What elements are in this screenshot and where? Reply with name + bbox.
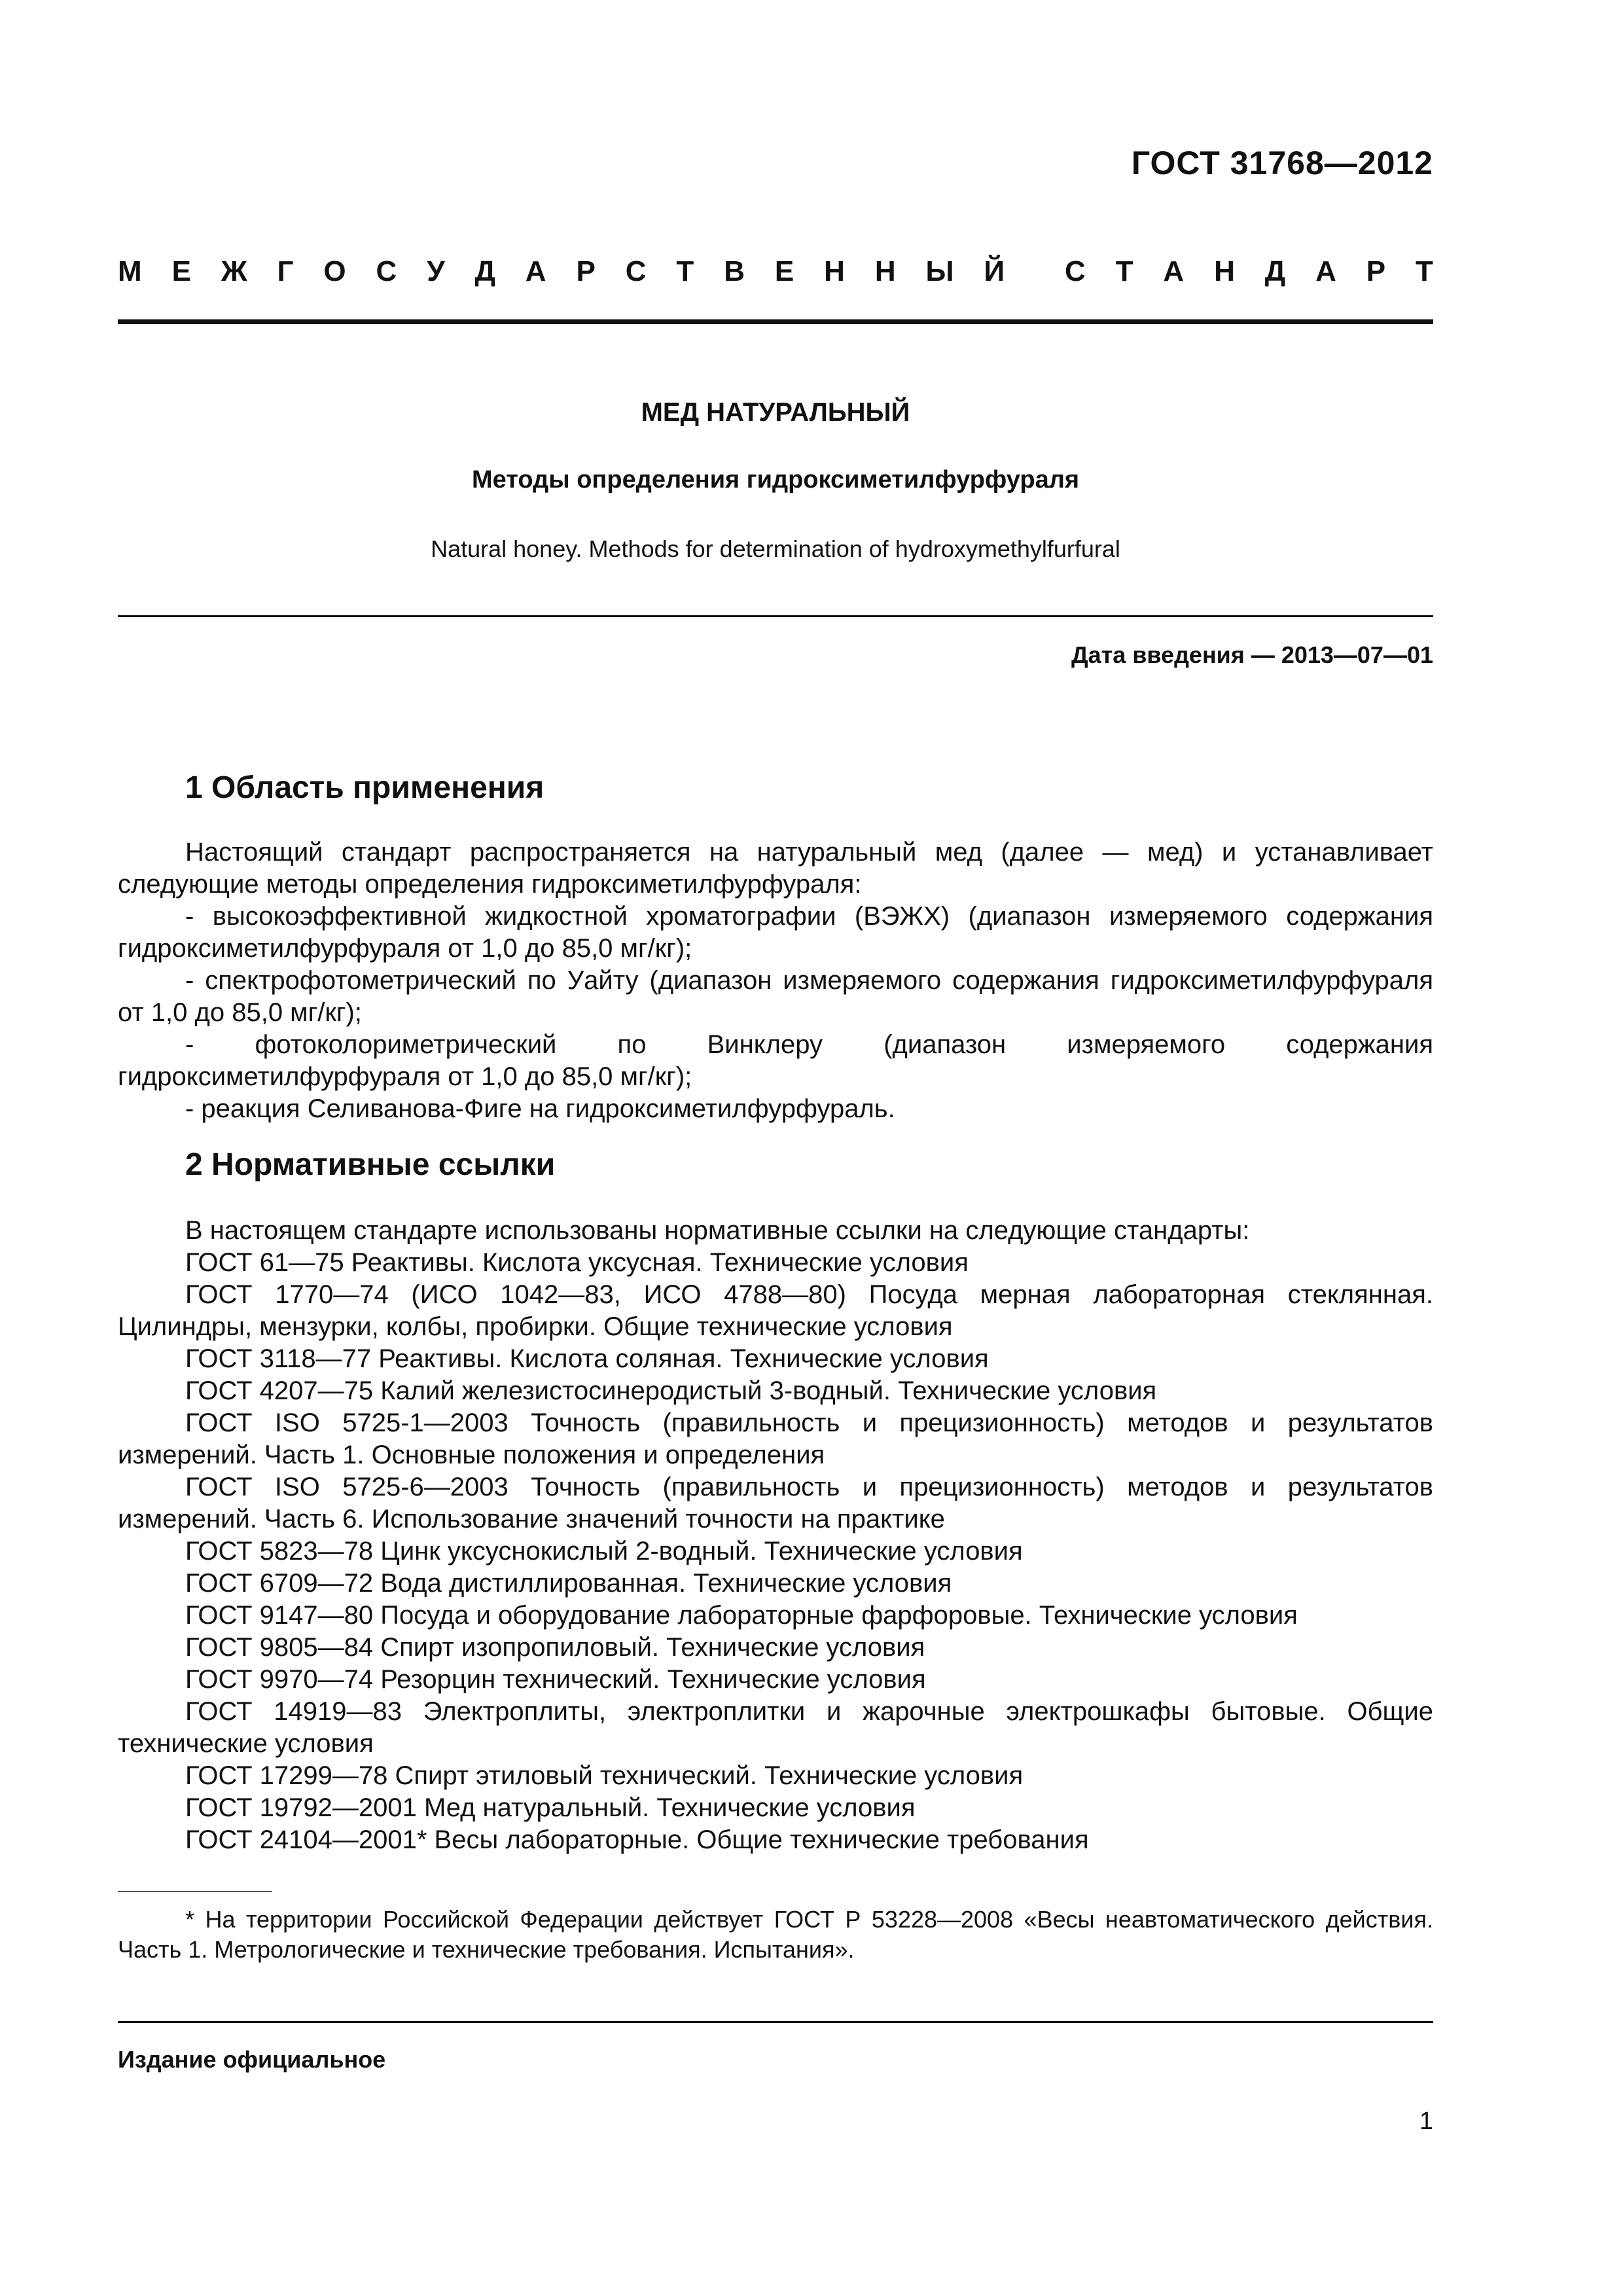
footnote-separator: [118, 1891, 272, 1892]
reference-item: ГОСТ ISO 5725-1—2003 Точность (правильность и прецизионность) методов и результатов измерений. Часть 1. Основные положения и определения: [118, 1408, 1433, 1469]
heading-letter: Д: [1264, 255, 1286, 287]
document-title-english: Natural honey. Methods for determination of hydroxymethylfurfural: [431, 535, 1120, 562]
reference-item: ГОСТ 9970—74 Резорцин технический. Технические условия: [185, 1665, 926, 1694]
bottom-rule: [118, 2021, 1433, 2023]
heading-letter: Й: [984, 255, 1005, 287]
reference-item: ГОСТ 9805—84 Спирт изопропиловый. Технические условия: [185, 1633, 925, 1662]
heading-letter: А: [525, 255, 546, 287]
heading-letter: Е: [171, 255, 191, 287]
heading-letter: Н: [874, 255, 896, 287]
paragraph: В настоящем стандарте использованы нормативные ссылки на следующие стандарты:: [185, 1216, 1250, 1245]
reference-item: ГОСТ 19792—2001 Мед натуральный. Технические условия: [185, 1793, 916, 1822]
header-rule: [118, 319, 1433, 324]
heading-letter: О: [323, 255, 346, 287]
footnote: [118, 1905, 1433, 1965]
heading-letter: Н: [1214, 255, 1235, 287]
list-item: - спектрофотометрический по Уайту (диапазон измеряемого содержания гидроксиметилфурфураля от 1,0 до 85,0 мг/кг);: [118, 966, 1433, 1027]
heading-letter: Р: [1366, 255, 1386, 287]
heading-letter: М: [118, 255, 142, 287]
document-subtitle: Методы определения гидроксиметилфурфураля: [471, 466, 1080, 493]
title-rule: [118, 615, 1433, 617]
reference-item: ГОСТ 6709—72 Вода дистиллированная. Технические условия: [185, 1569, 952, 1598]
reference-item: ГОСТ 3118—77 Реактивы. Кислота соляная. Технические условия: [185, 1344, 989, 1373]
heading-letter: У: [427, 255, 445, 287]
heading-letter: С: [376, 255, 397, 287]
document-number: ГОСТ 31768—2012: [1131, 145, 1433, 181]
introduction-date: Дата введения — 2013—07—01: [1071, 641, 1433, 668]
heading-letter: В: [724, 255, 745, 287]
reference-item: ГОСТ 24104—2001* Весы лабораторные. Общие технические требования: [185, 1825, 1089, 1854]
page-number: 1: [1419, 2108, 1433, 2135]
standard-type-heading: [118, 255, 1433, 288]
heading-letter: Ж: [221, 255, 247, 287]
heading-letter: А: [1315, 255, 1336, 287]
heading-letter: Г: [277, 255, 294, 287]
heading-letter: Т: [1416, 255, 1433, 287]
edition-label: Издание официальное: [118, 2046, 386, 2073]
footnote-text: * На территории Российской Федерации действует ГОСТ Р 53228—2008 «Весы неавтоматического действия. Часть 1. Метрологические и технические требования. Испытания».: [118, 1906, 1433, 1963]
reference-item: ГОСТ 17299—78 Спирт этиловый технический. Технические условия: [185, 1761, 1024, 1790]
heading-letter: Т: [1115, 255, 1133, 287]
heading-letter: Д: [474, 255, 495, 287]
section-2-title: 2 Нормативные ссылки: [185, 1147, 556, 1182]
section-1-body: [118, 836, 1433, 1125]
reference-item: ГОСТ 4207—75 Калий железистосинеродистый 3-водный. Технические условия: [185, 1376, 1157, 1405]
heading-letter: Ы: [925, 255, 954, 287]
reference-item: ГОСТ 1770—74 (ИСО 1042—83, ИСО 4788—80) Посуда мерная лабораторная стеклянная. Цилиндры, мензурки, колбы, пробирки. Общие технические условия: [118, 1280, 1433, 1341]
heading-letter: С: [1064, 255, 1086, 287]
section-1-title: 1 Область применения: [185, 770, 544, 805]
section-2-body: [118, 1215, 1433, 1856]
heading-letter: Е: [774, 255, 794, 287]
reference-item: ГОСТ 61—75 Реактивы. Кислота уксусная. Технические условия: [185, 1248, 969, 1277]
document-title: МЕД НАТУРАЛЬНЫЙ: [641, 398, 910, 427]
heading-letter: Т: [676, 255, 694, 287]
paragraph: Настоящий стандарт распространяется на натуральный мед (далее — мед) и устанавливает следующие методы определения гидроксиметилфурфураля:: [118, 838, 1433, 899]
reference-item: ГОСТ 14919—83 Электроплиты, электроплитки и жарочные электрошкафы бытовые. Общие технические условия: [118, 1697, 1433, 1758]
heading-letter: Р: [576, 255, 596, 287]
heading-letter: А: [1163, 255, 1185, 287]
reference-item: ГОСТ 9147—80 Посуда и оборудование лабораторные фарфоровые. Технические условия: [185, 1601, 1298, 1630]
list-item: - высокоэффективной жидкостной хроматографии (ВЭЖХ) (диапазон измеряемого содержания гидроксиметилфурфураля от 1,0 до 85,0 мг/кг);: [118, 902, 1433, 963]
heading-letter: Н: [824, 255, 845, 287]
reference-item: ГОСТ ISO 5725-6—2003 Точность (правильность и прецизионность) методов и результатов измерений. Часть 6. Использование значений точности на практике: [118, 1473, 1433, 1534]
heading-letter: С: [625, 255, 647, 287]
reference-item: ГОСТ 5823—78 Цинк уксуснокислый 2-водный. Технические условия: [185, 1537, 1023, 1566]
list-item: - фотоколориметрический по Винклеру (диапазон измеряемого содержания гидроксиметилфурфураля от 1,0 до 85,0 мг/кг);: [118, 1030, 1433, 1091]
list-item: - реакция Селиванова-Фиге на гидроксиметилфурфураль.: [185, 1094, 895, 1123]
